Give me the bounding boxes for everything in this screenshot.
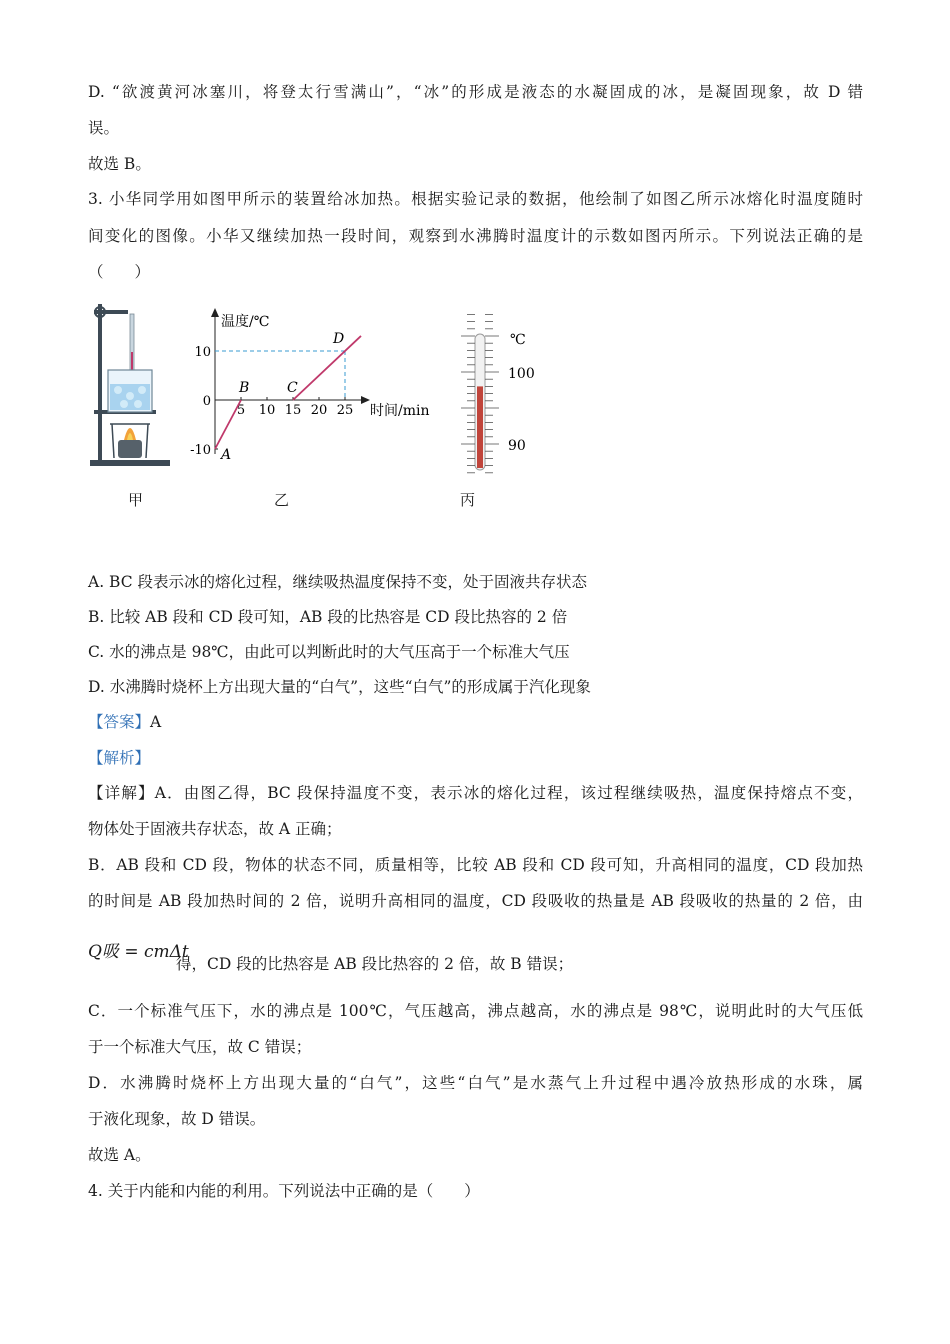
explain-a-line-2: 物体处于固液共存状态，故 A 正确；: [88, 820, 342, 838]
analysis-tag: 【解析】: [88, 749, 151, 767]
y-axis-arrow: [211, 308, 219, 317]
point-label-A: A: [221, 447, 232, 463]
line-choose-b: 故选 B。: [88, 155, 151, 173]
answer-tag: 【答案】: [88, 713, 151, 731]
answer-line: [88, 712, 161, 732]
point-label-C: C: [287, 380, 298, 396]
x-tick-label-5: 5: [236, 403, 246, 418]
explain-c-line-2: 于一个标准大气压，故 C 错误；: [88, 1038, 312, 1056]
caption-bing: 丙: [460, 491, 476, 509]
option-c: C. 水的沸点是 98℃，由此可以判断此时的大气压高于一个标准大气压: [88, 643, 570, 661]
apparatus-jia: [90, 304, 170, 466]
explain-d-line-1: D．水沸腾时烧杯上方出现大量的“白气”，这些“白气”是水蒸气上升过程中遇冷放热形成的水珠，属: [88, 1074, 863, 1092]
point-label-D: D: [333, 331, 345, 347]
formula-text: Q吸 = cmΔt: [88, 942, 189, 962]
x-axis-label: 时间/min: [370, 403, 430, 419]
formula: [88, 942, 189, 962]
question-3-line-2: 间变化的图像。小华又继续加热一段时间，观察到水沸腾时温度计的示数如图丙所示。下列说法正确的是: [88, 227, 863, 245]
y-axis-label: 温度/℃: [221, 314, 270, 330]
choose-a: 故选 A。: [88, 1146, 151, 1164]
y-tick-label-0: 0: [202, 394, 211, 409]
question-4: 4. 关于内能和内能的利用。下列说法中正确的是（ ）: [88, 1182, 480, 1200]
thermometer-liquid: [477, 386, 483, 468]
segment-cd: [293, 336, 361, 400]
explain-d-line-2: 于液化现象，故 D 错误。: [88, 1110, 266, 1128]
clamp-arm: [94, 310, 128, 314]
explain-c-line-1: C．一个标准气压下，水的沸点是 100℃，气压越高，沸点越高，水的沸点是 98℃，说明此时的大气压低: [88, 1002, 863, 1020]
stand-rod: [98, 304, 102, 462]
line-d-option-explanation: D. “欲渡黄河冰塞川，将登太行雪满山”，“冰”的形成是液态的水凝固成的冰，是凝固现象，故 D 错: [88, 83, 863, 101]
figure-svg: [80, 292, 550, 522]
thermometer-bing: [461, 314, 535, 472]
option-a: A. BC 段表示冰的熔化过程，继续吸热温度保持不变，处于固液共存状态: [88, 573, 588, 591]
explain-b-line-3: 得，CD 段的比热容是 AB 段比热容的 2 倍，故 B 错误；: [176, 955, 574, 973]
caption-yi: 乙: [274, 491, 290, 509]
thermometer-label-90: 90: [508, 438, 526, 454]
x-tick-label-20: 20: [310, 403, 328, 418]
explain-a-line-1: 【详解】A．由图乙得，BC 段保持温度不变，表示冰的熔化过程，该过程继续吸热，温度保持熔点不变，: [88, 784, 863, 802]
x-tick-label-25: 25: [336, 403, 354, 418]
explain-b-line-1: B．AB 段和 CD 段，物体的状态不同，质量相等，比较 AB 段和 CD 段可知，升高相同的温度，CD 段加热: [88, 856, 863, 874]
y-tick-label-10: 10: [194, 345, 211, 360]
segment-ab: [215, 400, 241, 449]
question-figure: [80, 292, 550, 522]
option-d: D. 水沸腾时烧杯上方出现大量的“白气”，这些“白气”的形成属于汽化现象: [88, 678, 591, 696]
question-3-line-1: 3. 小华同学用如图甲所示的装置给冰加热。根据实验记录的数据，他绘制了如图乙所示冰熔化时温度随时: [88, 190, 863, 208]
thermometer-unit: ℃: [510, 332, 526, 348]
x-axis-arrow: [361, 396, 370, 404]
x-tick-label-10: 10: [258, 403, 276, 418]
chart-yi: [190, 308, 429, 463]
line-continued: 误。: [88, 119, 120, 137]
y-tick-label--10: -10: [190, 443, 211, 458]
question-3-bracket: （ ）: [88, 263, 151, 281]
alcohol-lamp: [118, 440, 142, 458]
x-tick-label-15: 15: [284, 403, 302, 418]
explain-b-line-2: 的时间是 AB 段加热时间的 2 倍，说明升高相同的温度，CD 段吸收的热量是 AB 段吸收的热量的 2 倍，由: [88, 892, 863, 910]
option-b: B. 比较 AB 段和 CD 段可知，AB 段的比热容是 CD 段比热容的 2 倍: [88, 608, 568, 626]
point-label-B: B: [239, 380, 250, 396]
answer-value: A: [150, 713, 162, 731]
thermometer-label-100: 100: [508, 366, 535, 382]
caption-jia: 甲: [128, 491, 144, 509]
